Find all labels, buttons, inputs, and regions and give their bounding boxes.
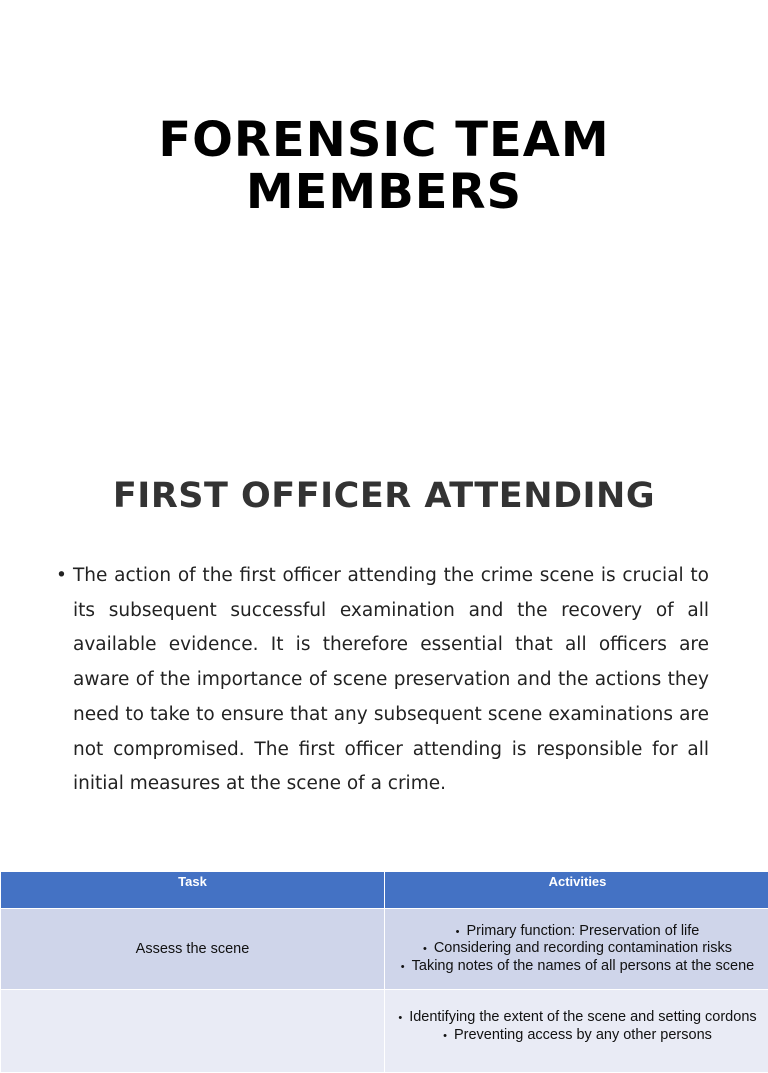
slide-title-line-1: FORENSIC TEAM: [158, 112, 609, 168]
activities-cell: [385, 990, 768, 1073]
slide-title: [0, 114, 768, 218]
bullet-dot-icon: •: [56, 559, 67, 594]
header-activities: Activities: [385, 872, 768, 909]
activities-cell: [385, 909, 768, 990]
table-header-row: [1, 872, 768, 909]
table-row: [1, 990, 768, 1073]
content-slide: [0, 438, 768, 1024]
task-cell: [1, 990, 385, 1073]
activity-item: • Identifying the extent of the scene and setting cordons: [386, 1009, 768, 1027]
slide-title-line-2: MEMBERS: [246, 164, 522, 220]
bullet-text: The action of the first officer attending the crime scene is crucial to its subsequent successful examination and the recovery of all available evidence. It is therefore essential that all officers are aware of the importance of scene preservation and the actions they need to take to ensure that any subsequent scene examinations are not compromised. The first officer attending is responsible for all initial measures at the scene of a crime.: [73, 559, 709, 802]
slide-heading: FIRST OFFICER ATTENDING: [0, 476, 768, 516]
task-cell: Assess the scene: [1, 909, 385, 990]
table-row: [1, 909, 768, 990]
activity-item: • Considering and recording contamination risks: [386, 940, 768, 958]
header-task: Task: [1, 872, 385, 909]
activity-item: • Primary function: Preservation of life: [386, 923, 768, 941]
bullet-item: [56, 559, 709, 802]
activity-item: • Taking notes of the names of all persons at the scene: [386, 958, 768, 976]
task-table: [0, 871, 768, 1073]
activity-item: • Preventing access by any other persons: [386, 1027, 768, 1045]
title-slide: [0, 0, 768, 438]
